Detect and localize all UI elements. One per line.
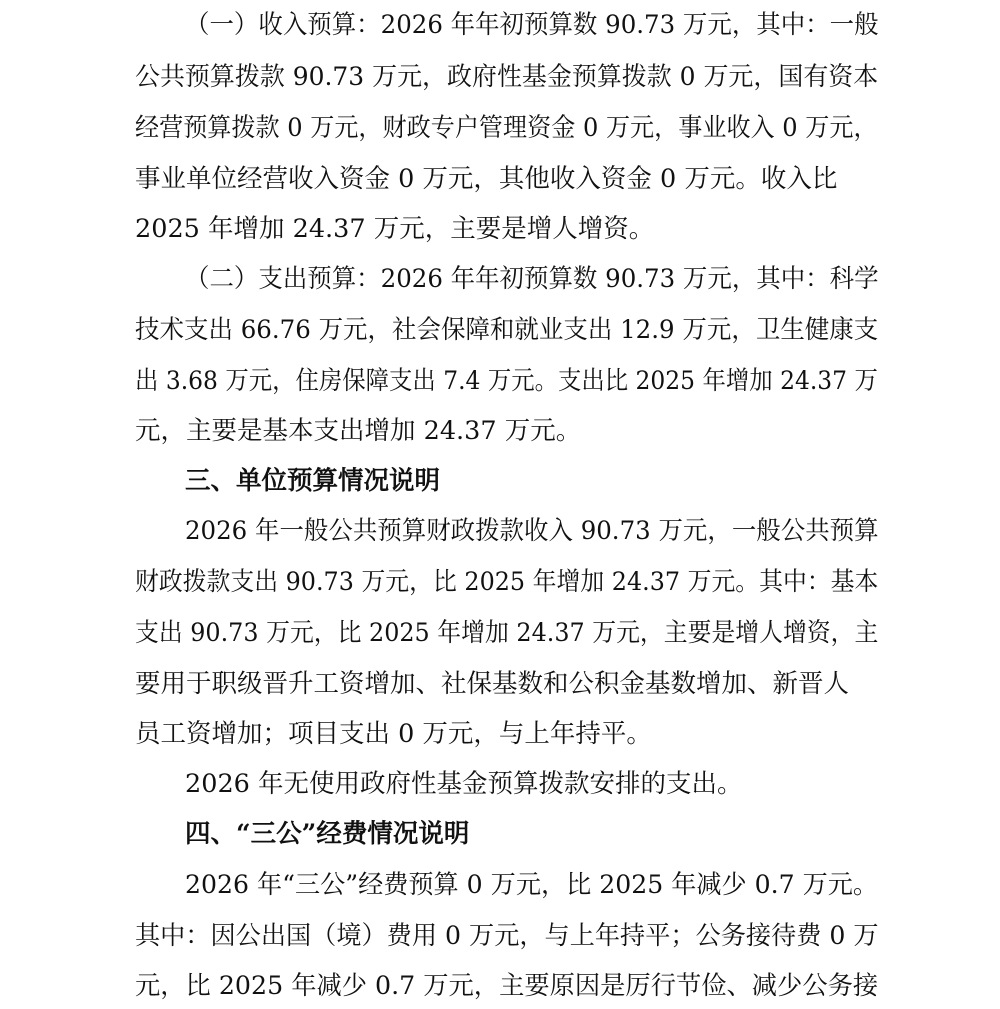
paragraph-unit-budget-line-3: 支出 90.73 万元，比 2025 年增加 24.37 万元，主要是增人增资，主 [135, 618, 879, 648]
paragraph-unit-budget-line-4: 要用于职级晋升工资增加、社保基数和公积金基数增加、新晋人 [135, 669, 850, 699]
paragraph-expense-line-1: （二）支出预算：2026 年年初预算数 90.73 万元，其中：科学 [185, 264, 879, 294]
section-heading-unit-budget: 三、单位预算情况说明 [185, 466, 441, 496]
paragraph-expense-line-4: 元，主要是基本支出增加 24.37 万元。 [135, 416, 582, 446]
paragraph-income-line-5: 2025 年增加 24.37 万元，主要是增人增资。 [135, 214, 655, 244]
paragraph-expense-line-3: 出 3.68 万元，住房保障支出 7.4 万元。支出比 2025 年增加 24.37 万 [135, 366, 878, 396]
paragraph-unit-budget-line-5: 员工资增加；项目支出 0 万元，与上年持平。 [135, 719, 652, 749]
paragraph-fund-line-1: 2026 年无使用政府性基金预算拨款安排的支出。 [185, 769, 743, 799]
paragraph-unit-budget-line-1: 2026 年一般公共预算财政拨款收入 90.73 万元，一般公共预算 [185, 516, 879, 546]
paragraph-expense-line-2: 技术支出 66.76 万元，社会保障和就业支出 12.9 万元，卫生健康支 [135, 315, 879, 345]
paragraph-income-line-2: 公共预算拨款 90.73 万元，政府性基金预算拨款 0 万元，国有资本 [135, 62, 879, 92]
paragraph-income-line-3: 经营预算拨款 0 万元，财政专户管理资金 0 万元，事业收入 0 万元， [135, 113, 878, 143]
paragraph-three-public-line-2: 其中：因公出国（境）费用 0 万元，与上年持平；公务接待费 0 万 [135, 921, 879, 951]
paragraph-three-public-line-1: 2026 年“三公”经费预算 0 万元，比 2025 年减少 0.7 万元。 [185, 870, 879, 900]
paragraph-unit-budget-line-2: 财政拨款支出 90.73 万元，比 2025 年增加 24.37 万元。其中：基本 [135, 567, 879, 597]
paragraph-income-line-1: （一）收入预算：2026 年年初预算数 90.73 万元，其中：一般 [185, 10, 879, 40]
paragraph-income-line-4: 事业单位经营收入资金 0 万元，其他收入资金 0 万元。收入比 [135, 164, 838, 194]
section-heading-three-public: 四、“三公”经费情况说明 [185, 819, 470, 849]
paragraph-three-public-line-3: 元，比 2025 年减少 0.7 万元，主要原因是厉行节俭、减少公务接 [135, 971, 879, 1001]
